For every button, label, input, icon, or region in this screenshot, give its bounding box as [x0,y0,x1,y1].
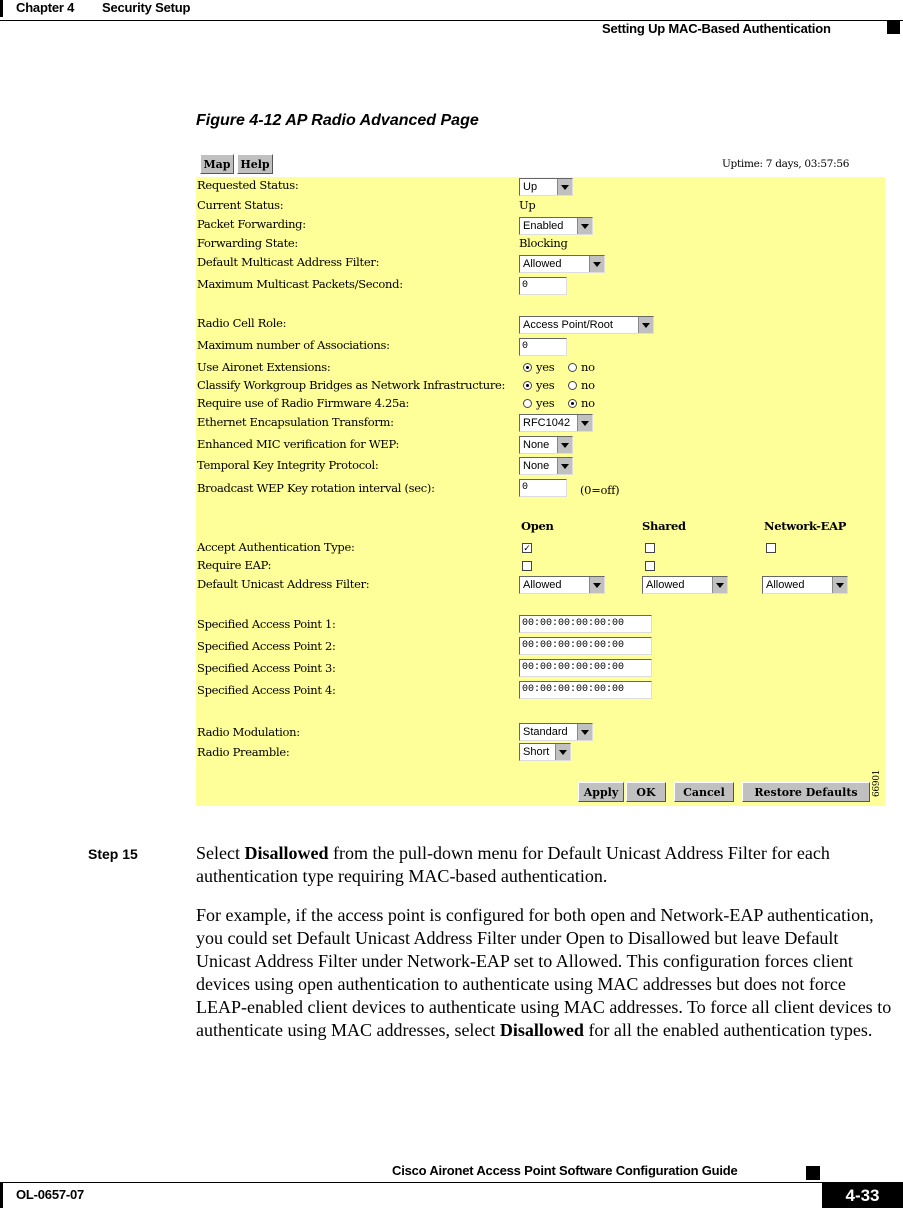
tkip-value: None [523,460,550,472]
specified-ap-2-label: Specified Access Point 2: [197,639,336,653]
packet-forwarding-value: Enabled [523,220,564,232]
classify-wgb-yes-radio[interactable] [523,381,532,390]
map-button[interactable]: Map [200,154,234,174]
header-running-title: Setting Up MAC-Based Authentication [602,21,831,36]
require-firmware-no-radio[interactable] [568,399,577,408]
footer-right-block [806,1166,820,1180]
unicast-filter-shared-select[interactable] [642,576,728,594]
specified-ap-4-label: Specified Access Point 4: [197,683,336,697]
classify-wgb-yes-label: yes [536,378,555,392]
classify-wgb-label: Classify Workgroup Bridges as Network Infrastructure: [197,378,506,392]
specified-ap-1-input[interactable]: 00:00:00:00:00:00 [519,615,652,633]
requested-status-select[interactable] [519,178,573,196]
aironet-ext-yes-label: yes [536,360,555,374]
requested-status-value: Up [523,181,538,193]
chevron-down-icon [577,218,592,234]
radio-preamble-label: Radio Preamble: [197,745,290,759]
chevron-down-icon [712,577,727,593]
header-left-bar [0,0,3,17]
auth-col-open: Open [521,519,554,533]
require-firmware-no-label: no [581,396,595,410]
auth-col-shared: Shared [642,519,686,533]
broadcast-wep-label: Broadcast WEP Key rotation interval (sec): [197,481,435,495]
multicast-filter-select[interactable] [519,255,605,273]
radio-modulation-value: Standard [523,726,568,738]
multicast-filter-label: Default Multicast Address Filter: [197,255,380,269]
step-p1-pre: Select [196,843,245,863]
radio-cell-role-value: Access Point/Root [523,319,613,331]
unicast-filter-shared-value: Allowed [646,579,685,591]
ethernet-encap-label: Ethernet Encapsulation Transform: [197,415,394,429]
footer-left-bar [0,1183,3,1208]
unicast-filter-network-eap-select[interactable] [762,576,848,594]
enhanced-mic-select[interactable] [519,436,573,454]
radio-modulation-select[interactable] [519,723,593,741]
radio-preamble-value: Short [523,746,550,758]
specified-ap-4-input[interactable]: 00:00:00:00:00:00 [519,681,652,699]
broadcast-wep-hint: (0=off) [580,483,620,497]
ethernet-encap-value: RFC1042 [523,417,571,429]
current-status-value: Up [519,198,536,212]
step-p1-post: from the pull-down menu for Default Unicast Address Filter for each authentication type requiring MAC-based authentication. [196,843,830,886]
require-firmware-yes-label: yes [536,396,555,410]
accept-auth-label: Accept Authentication Type: [197,540,355,554]
classify-wgb-no-label: no [581,378,595,392]
multicast-filter-value: Allowed [523,258,562,270]
chevron-down-icon [557,179,572,195]
accept-network-eap-checkbox[interactable] [766,543,776,553]
header-chapter: Chapter 4 [16,0,75,15]
help-button[interactable]: Help [237,154,273,174]
accept-open-checkbox[interactable]: ✓ [523,543,531,553]
aironet-ext-yes-radio[interactable] [523,363,532,372]
packet-forwarding-label: Packet Forwarding: [197,217,306,231]
specified-ap-1-label: Specified Access Point 1: [197,617,336,631]
header-right-block [887,21,900,34]
ap-radio-advanced-screenshot [196,150,885,806]
figure-art-number: 66901 [872,769,882,797]
specified-ap-3-label: Specified Access Point 3: [197,661,336,675]
figure-title: Figure 4-12 AP Radio Advanced Page [196,112,479,129]
apply-button[interactable]: Apply [578,782,624,802]
step-label: Step 15 [88,846,138,862]
step-paragraph-1 [196,842,892,888]
specified-ap-3-input[interactable]: 00:00:00:00:00:00 [519,659,652,677]
auth-col-network-eap: Network-EAP [764,519,847,533]
radio-cell-role-select[interactable] [519,316,654,334]
require-eap-label: Require EAP: [197,558,272,572]
uptime-text: Uptime: 7 days, 03:57:56 [722,158,850,170]
chevron-down-icon [577,724,592,740]
cancel-button[interactable]: Cancel [674,782,734,802]
step-p1-bold: Disallowed [244,843,329,863]
step-p2-post: for all the enabled authentication types. [583,1020,873,1040]
max-associations-input[interactable]: 0 [519,338,567,356]
chevron-down-icon [577,415,592,431]
classify-wgb-no-radio[interactable] [568,381,577,390]
broadcast-wep-input[interactable]: 0 [519,479,567,497]
unicast-filter-open-select[interactable] [519,576,605,594]
max-multicast-input[interactable]: 0 [519,277,567,295]
unicast-filter-label: Default Unicast Address Filter: [197,577,370,591]
chevron-down-icon [638,317,653,333]
require-firmware-label: Require use of Radio Firmware 4.25a: [197,396,410,410]
accept-shared-checkbox[interactable] [645,543,655,553]
packet-forwarding-select[interactable] [519,217,593,235]
chevron-down-icon [832,577,847,593]
footer-doc-number: OL-0657-07 [16,1187,85,1202]
chevron-down-icon [589,256,604,272]
max-multicast-label: Maximum Multicast Packets/Second: [197,277,403,291]
radio-modulation-label: Radio Modulation: [197,725,300,739]
step-paragraph-2 [196,904,892,1042]
radio-cell-role-label: Radio Cell Role: [197,316,287,330]
require-eap-open-checkbox[interactable] [522,561,532,571]
footer-guide-title: Cisco Aironet Access Point Software Configuration Guide [392,1163,738,1178]
ethernet-encap-select[interactable] [519,414,593,432]
footer-rule [0,1182,903,1183]
unicast-filter-network-eap-value: Allowed [766,579,805,591]
radio-preamble-select[interactable] [519,743,571,761]
chevron-down-icon [589,577,604,593]
requested-status-label: Requested Status: [197,178,299,192]
tkip-label: Temporal Key Integrity Protocol: [197,458,379,472]
aironet-ext-label: Use Aironet Extensions: [197,360,331,374]
chevron-down-icon [555,744,570,760]
forwarding-state-label: Forwarding State: [197,236,298,250]
forwarding-state-value: Blocking [519,236,568,250]
step-p2-pre: For example, if the access point is configured for both open and Network-EAP authentication, you could set Default Unicast Address Filter under Open to Disallowed but leave Default Unicast Address Filter under Network-EAP set to Allowed. This configuration forces client devices using open authentication to authenticate using MAC addresses but does not force LEAP-enabled client devices to authenticate using MAC addresses. To force all client devices to authenticate using MAC addresses, select [196,905,892,1040]
specified-ap-2-input[interactable]: 00:00:00:00:00:00 [519,637,652,655]
aironet-ext-no-label: no [581,360,595,374]
step-p2-bold: Disallowed [499,1020,584,1040]
require-eap-shared-checkbox[interactable] [645,561,655,571]
ok-button[interactable]: OK [626,782,666,802]
aironet-ext-no-radio[interactable] [568,363,577,372]
restore-defaults-button[interactable]: Restore Defaults [742,782,870,802]
current-status-label: Current Status: [197,198,284,212]
page-number: 4-33 [822,1183,903,1208]
header-section: Security Setup [102,0,191,15]
chevron-down-icon [557,437,572,453]
tkip-select[interactable] [519,457,573,475]
chevron-down-icon [557,458,572,474]
require-firmware-yes-radio[interactable] [523,399,532,408]
max-associations-label: Maximum number of Associations: [197,338,390,352]
unicast-filter-open-value: Allowed [523,579,562,591]
enhanced-mic-label: Enhanced MIC verification for WEP: [197,437,400,451]
settings-panel [196,177,885,806]
enhanced-mic-value: None [523,439,550,451]
